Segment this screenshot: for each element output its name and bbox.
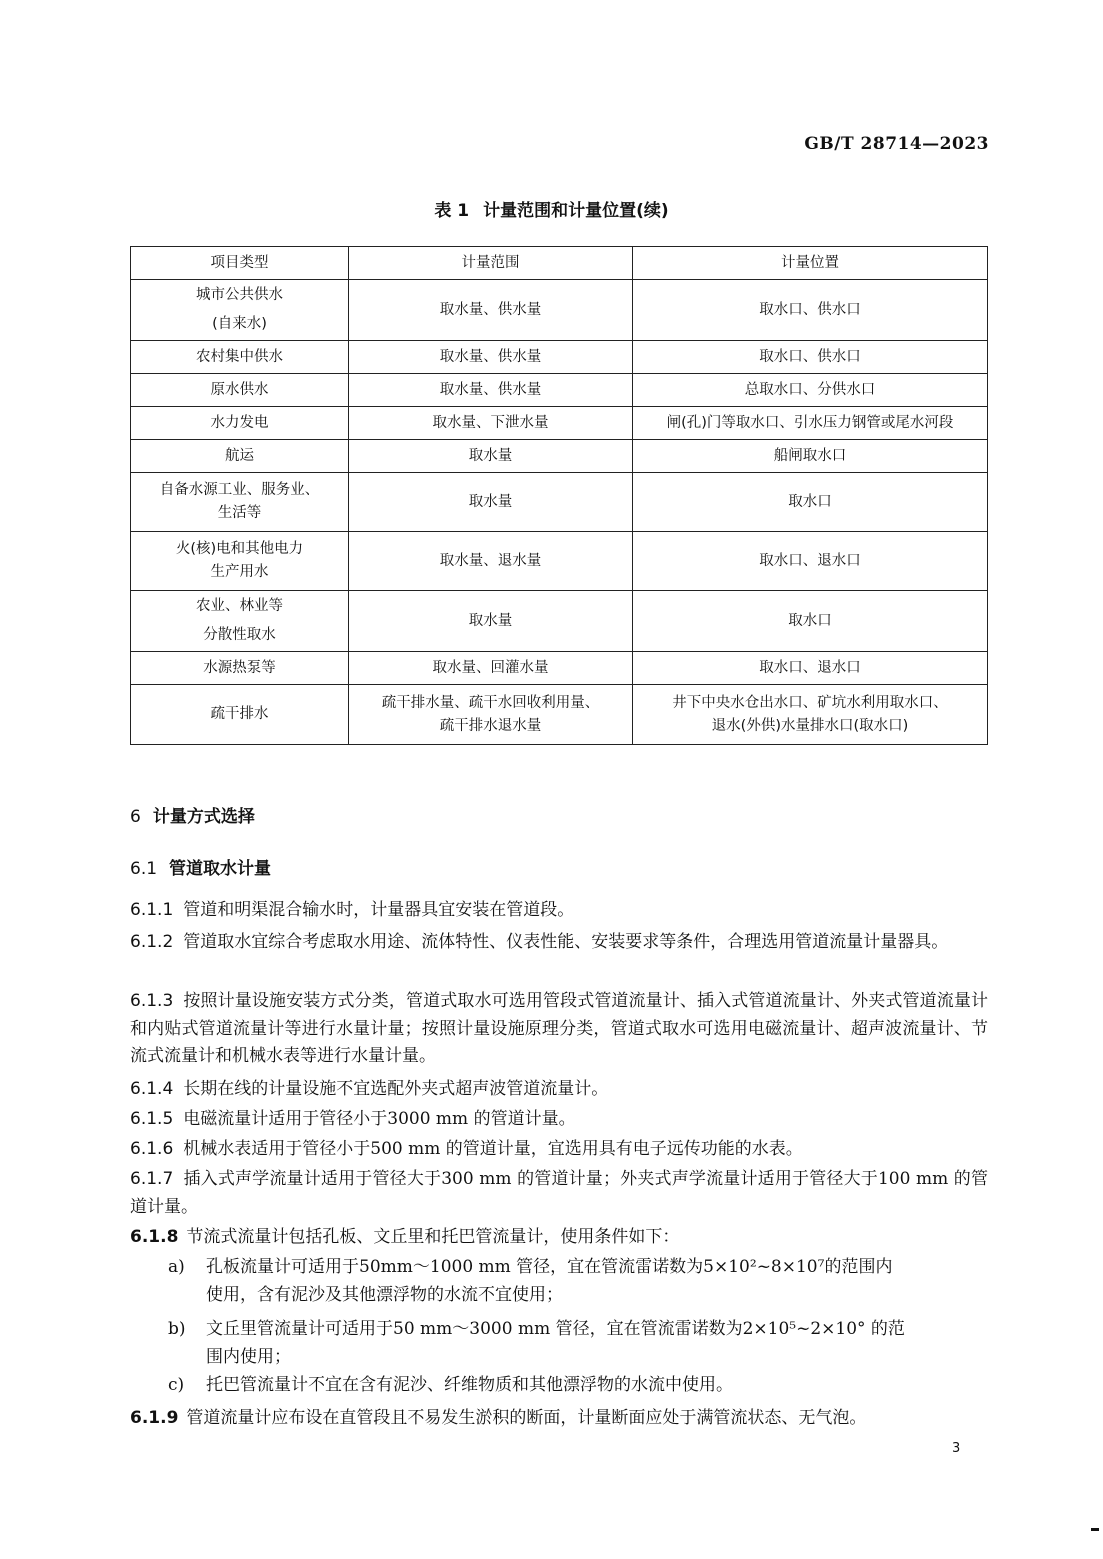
table-row <box>131 407 988 440</box>
table-row <box>131 591 988 652</box>
page-number: 3 <box>952 1441 961 1456</box>
table-title-number: 表 1 <box>434 201 470 221</box>
clause-6-1-1: 6.1.1 管道和明渠混合输水时，计量器具宜安装在管道段。 <box>130 900 575 920</box>
type-cell: 疏干排水 <box>131 685 349 745</box>
table-row <box>131 440 988 473</box>
header-cell: 项目类型 <box>131 247 349 280</box>
range-cell: 取水量、退水量 <box>349 532 633 591</box>
position-cell: 取水口、供水口 <box>633 280 988 341</box>
range-cell: 取水量、回灌水量 <box>349 652 633 685</box>
range-cell: 取水量 <box>349 440 633 473</box>
type-cell: 农村集中供水 <box>131 341 349 374</box>
position-cell: 取水口、退水口 <box>633 532 988 591</box>
table-row <box>131 473 988 532</box>
table-row <box>131 532 988 591</box>
type-cell: 自备水源工业、服务业、 生活等 <box>131 473 349 532</box>
range-cell: 取水量、供水量 <box>349 280 633 341</box>
clause-6-1-3: 6.1.3 按照计量设施安装方式分类，管道式取水可选用管段式管道流量计、插入式管道流量计、外夹式管道流量计和内贴式管道流量计等进行水量计量；按照计量设施原理分类，管道式取水可选用电磁流量计、超声波流量计、节流式流量计和机械水表等进行水量计量。 <box>130 991 988 1066</box>
section-6-1-heading: 6.1 管道取水计量 <box>130 859 272 879</box>
position-cell: 取水口 <box>633 473 988 532</box>
clause-6-1-8: 6.1.8 节流式流量计包括孔板、文丘里和托巴管流量计，使用条件如下： <box>130 1227 680 1247</box>
table-row <box>131 652 988 685</box>
clause-6-1-7: 6.1.7 插入式声学流量计适用于管径大于300 mm 的管道计量；外夹式声学流量计适用于管径大于100 mm 的管道计量。 <box>130 1169 988 1217</box>
range-cell: 取水量、下泄水量 <box>349 407 633 440</box>
list-item-c: c) 托巴管流量计不宜在含有泥沙、纤维物质和其他漂浮物的水流中使用。 <box>168 1375 733 1395</box>
type-cell: 农业、林业等 分散性取水 <box>131 591 349 652</box>
table-title <box>0 196 1103 221</box>
table-header-row <box>131 247 988 280</box>
position-cell: 船闸取水口 <box>633 440 988 473</box>
clause-6-1-9: 6.1.9 管道流量计应布设在直管段且不易发生淤积的断面，计量断面应处于满管流状态、无气泡。 <box>130 1408 867 1428</box>
range-cell: 取水量、供水量 <box>349 374 633 407</box>
position-cell: 取水口、退水口 <box>633 652 988 685</box>
position-cell: 取水口 <box>633 591 988 652</box>
standard-number: GB/T 28714—2023 <box>804 134 989 154</box>
range-cell: 取水量 <box>349 591 633 652</box>
range-cell: 取水量 <box>349 473 633 532</box>
type-cell: 火(核)电和其他电力 生产用水 <box>131 532 349 591</box>
range-cell: 取水量、供水量 <box>349 341 633 374</box>
table-row <box>131 341 988 374</box>
header-cell: 计量位置 <box>633 247 988 280</box>
clause-6-1-5: 6.1.5 电磁流量计适用于管径小于3000 mm 的管道计量。 <box>130 1109 576 1129</box>
table-row <box>131 374 988 407</box>
clause-6-1-2: 6.1.2 管道取水宜综合考虑取水用途、流体特性、仪表性能、安装要求等条件，合理选用管道流量计量器具。 <box>130 932 949 952</box>
table-row <box>131 280 988 341</box>
position-cell: 闸(孔)门等取水口、引水压力钢管或尾水河段 <box>633 407 988 440</box>
type-cell: 航运 <box>131 440 349 473</box>
table-row <box>131 685 988 745</box>
type-cell: 城市公共供水 (自来水) <box>131 280 349 341</box>
clause-6-1-4: 6.1.4 长期在线的计量设施不宜选配外夹式超声波管道流量计。 <box>130 1079 609 1099</box>
type-cell: 水源热泵等 <box>131 652 349 685</box>
range-cell: 疏干排水量、疏干水回收利用量、 疏干排水退水量 <box>349 685 633 745</box>
type-cell: 原水供水 <box>131 374 349 407</box>
position-cell: 总取水口、分供水口 <box>633 374 988 407</box>
clause-6-1-6: 6.1.6 机械水表适用于管径小于500 mm 的管道计量，宜选用具有电子远传功能的水表。 <box>130 1139 803 1159</box>
type-cell: 水力发电 <box>131 407 349 440</box>
table-title-text: 计量范围和计量位置(续) <box>483 201 669 221</box>
position-cell: 井下中央水仓出水口、矿坑水利用取水口、 退水(外供)水量排水口(取水口) <box>633 685 988 745</box>
list-item-a: a) 孔板流量计可适用于50mm～1000 mm 管径，宜在管流雷诺数为5×10²~8×10⁷的范围内 使用，含有泥沙及其他漂浮物的水流不宜使用； <box>168 1257 893 1305</box>
section-6-heading: 6 计量方式选择 <box>130 807 255 827</box>
list-item-b: b) 文丘里管流量计可适用于50 mm～3000 mm 管径，宜在管流雷诺数为2×10⁵~2×10° 的范 围内使用； <box>168 1319 905 1367</box>
position-cell: 取水口、供水口 <box>633 341 988 374</box>
edge-mark <box>1091 1528 1099 1531</box>
metering-table <box>130 246 988 745</box>
header-cell: 计量范围 <box>349 247 633 280</box>
